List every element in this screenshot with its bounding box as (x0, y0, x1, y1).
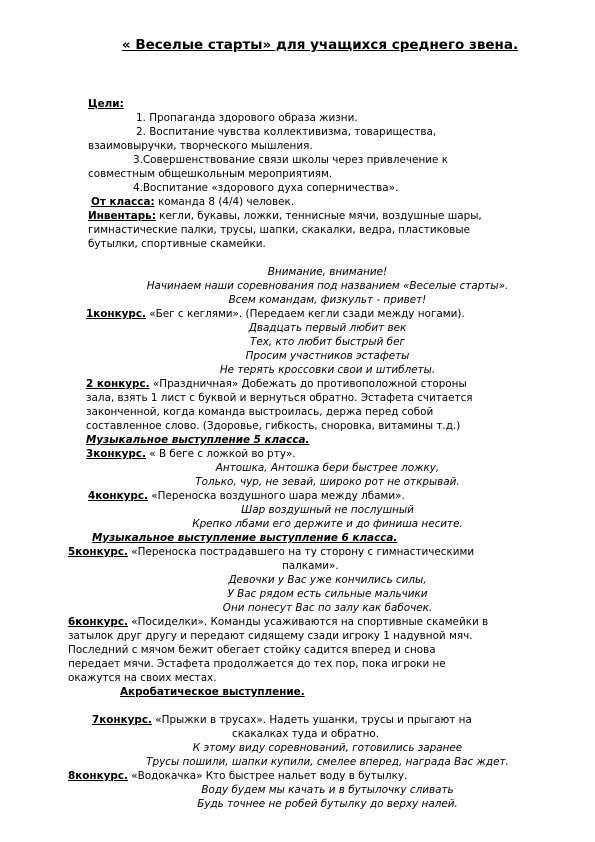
contest-7-poem-1: К этому виду соревнований, готовились заранее (192, 742, 463, 754)
contest-8-label: 8конкурс. (68, 770, 128, 782)
contest-7-text: «Прыжки в трусах». Надеть ушанки, трусы и прыгают на (151, 714, 472, 726)
contest-4-label: 4конкурс. (88, 490, 148, 502)
contest-2-text-2: зала, взять 1 лист с буквой и вернуться обратно. Эстафета считается (86, 392, 473, 404)
inventory-text: кегли, букавы, ложки, теннисные мячи, воздушные шары, (155, 210, 482, 222)
goal-3: 3.Совершенствование связи школы через привлечение к (133, 154, 448, 166)
contest-8-text: «Водокачка» Кто быстрее нальет воду в бутылку. (127, 770, 408, 782)
contest-5-line (68, 546, 474, 559)
contest-2-text: «Праздничная» Добежать до противоположной стороны (149, 378, 467, 390)
contest-7-text-2: скакалках туда и обратно. (232, 728, 380, 740)
contest-8-poem-2: Будь точнее не робей бутылку до верху налей. (197, 798, 458, 810)
intro-line-3: Всем командам, физкульт - привет! (228, 294, 427, 306)
contest-3-text: « В беге с ложкой во рту». (145, 448, 296, 460)
contest-1-text: «Бег с кеглями». (Передаем кегли сзади между ногами). (145, 308, 465, 320)
team-label: От класса: (91, 196, 155, 208)
music-performance-6: Музыкальное выступление выступление 6 класса. (92, 532, 398, 544)
inventory-text-3: бутылки, спортивные скамейки. (88, 238, 266, 250)
contest-1-poem-4: Не терять кроссовки свои и штиблеты. (219, 364, 436, 376)
contest-5-poem-3: Они понесут Вас по залу как бабочек. (222, 602, 433, 614)
page-title: « Веселые старты» для учащихся среднего звена. (121, 37, 519, 53)
contest-4-line (88, 490, 405, 503)
contest-1-poem-3: Просим участников эстафеты (245, 350, 410, 362)
contest-8-poem-1: Воду будем мы качать и в бутылочку сливать (201, 784, 454, 796)
contest-5-text: «Переноска пострадавшего на ту сторону с гимнастическими (127, 546, 475, 558)
contest-3-label: 3конкурс. (86, 448, 146, 460)
contest-3-line (86, 448, 296, 461)
music-performance-5: Музыкальное выступление 5 класса. (86, 434, 310, 446)
goal-2-continued: взаимовыручки, творческого мышления. (88, 140, 313, 152)
contest-8-line (68, 770, 407, 783)
contest-4-poem-1: Шар воздушный не послушный (241, 504, 414, 516)
contest-4-poem-2: Крепко лбами его держите и до финиша несите. (192, 518, 463, 530)
contest-2-text-4: составленное слово. (Здоровье, гибкость, сноровка, витамины т.д.) (86, 420, 461, 432)
team-text: команда 8 (4/4) человек. (154, 196, 295, 208)
intro-line-2: Начинаем наши соревнования под названием «Веселые старты». (146, 280, 509, 292)
contest-3-poem-1: Антошка, Антошка бери быстрее ложку, (215, 462, 440, 474)
goal-3-continued: совместным общешкольным мероприятиям. (88, 168, 333, 180)
acrobatic-performance: Акробатическое выступление. (120, 686, 305, 698)
contest-2-text-3: законченной, когда команда выстроилась, держа перед собой (86, 406, 434, 418)
team-line (91, 196, 294, 209)
contest-5-poem-2: У Вас рядом есть сильные мальчики (227, 588, 428, 600)
contest-6-text-4: передает мячи. Эстафета продолжается до тех пор, пока игроки не (68, 658, 446, 670)
contest-5-label: 5конкурс. (68, 546, 128, 558)
contest-1-poem-2: Тех, кто любит быстрый бег (250, 336, 405, 348)
contest-5-text-2: палками». (282, 560, 339, 572)
contest-6-text-3: Последний с мячом бежит обегает стойку садится вперед и снова (68, 644, 436, 656)
contest-6-line (68, 616, 488, 629)
contest-2-label: 2 конкурс. (86, 378, 150, 390)
goals-label: Цели: (88, 98, 124, 110)
contest-7-label: 7конкурс. (92, 714, 152, 726)
contest-1-poem-1: Двадцать первый любит век (248, 322, 407, 334)
inventory-label: Инвентарь: (88, 210, 156, 222)
contest-7-line (92, 714, 472, 727)
goal-1: 1. Пропаганда здорового образа жизни. (136, 112, 358, 124)
contest-1-label: 1конкурс. (86, 308, 146, 320)
contest-2-line (86, 378, 467, 391)
contest-3-poem-2: Только, чур, не зевай, широко рот не открывай. (195, 476, 460, 488)
contest-6-text: «Посиделки». Команды усаживаются на спортивные скамейки в (127, 616, 489, 628)
inventory-text-2: гимнастические палки, трусы, шапки, скакалки, ведра, пластиковые (88, 224, 470, 236)
goal-4: 4.Воспитание «здорового духа соперничества». (133, 182, 399, 194)
inventory-line (88, 210, 482, 223)
contest-7-poem-2: Трусы пошили, шапки купили, смелее вперед, награда Вас ждет. (146, 756, 509, 768)
contest-6-label: 6конкурс. (68, 616, 128, 628)
goal-2: 2. Воспитание чувства коллективизма, товарищества, (136, 126, 437, 138)
contest-6-text-2: затылок друг другу и передают сидящему сзади игроку 1 надувной мяч. (68, 630, 473, 642)
contest-1-line (86, 308, 465, 321)
contest-5-poem-1: Девочки у Вас уже кончились силы, (228, 574, 427, 586)
contest-4-text: «Переноска воздушного шара между лбами». (147, 490, 405, 502)
contest-6-text-5: окажутся на своих местах. (68, 672, 217, 684)
intro-line-1: Внимание, внимание! (267, 266, 388, 278)
